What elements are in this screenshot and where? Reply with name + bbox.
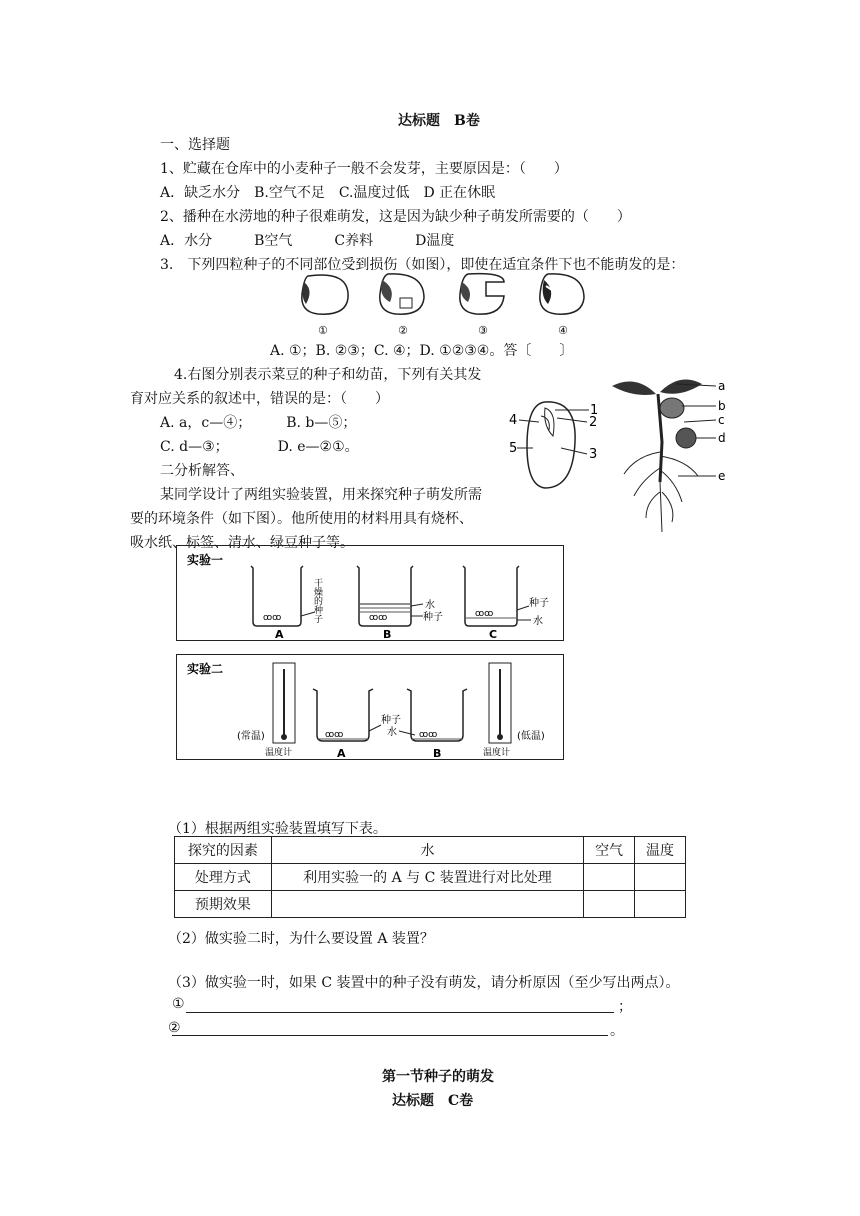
- table-cell[interactable]: [635, 864, 686, 891]
- q4-stem-line1: 4.右图分别表示菜豆的种子和幼苗，下列有关其发: [174, 367, 482, 383]
- table-cell[interactable]: [271, 891, 583, 918]
- beaker-a: [313, 689, 373, 759]
- dry-seed-label: 干燥的种子: [312, 578, 322, 623]
- part-label: d: [718, 431, 726, 445]
- answer-blank-1[interactable]: [186, 1012, 614, 1013]
- q1-stem: 1、贮藏在仓库中的小麦种子一般不会发芽，主要原因是：（ ）: [160, 161, 568, 177]
- section-title: 达标题 B卷: [398, 113, 480, 129]
- section-c-title: 达标题 C卷: [392, 1093, 474, 1109]
- table-row: [175, 891, 686, 918]
- sub-question-1: （1）根据两组实验装置填写下表。: [168, 821, 387, 837]
- beaker-label: A: [337, 747, 346, 759]
- thermometer-label: 温度计: [483, 748, 511, 758]
- svg-text:ꝏꝏ: ꝏꝏ: [369, 613, 388, 623]
- blank-2-mark: ②: [168, 1020, 181, 1036]
- beaker-label: C: [489, 628, 498, 640]
- bean-seed-diagram: [505, 396, 605, 496]
- experiment-table: [174, 836, 686, 918]
- damaged-seeds-figure: [290, 268, 590, 340]
- seed-1: [302, 275, 348, 337]
- table-cell[interactable]: [584, 891, 635, 918]
- part-label: b: [718, 399, 726, 413]
- experiment1-box: [176, 545, 564, 641]
- part-label: 3: [589, 447, 598, 462]
- seed-2: [380, 274, 424, 337]
- part-label: c: [718, 413, 725, 427]
- water-label: 水: [425, 600, 435, 611]
- thermometer-label: 温度计: [265, 748, 293, 758]
- part1-heading: 一、选择题: [160, 137, 230, 153]
- table-cell: 处理方式: [175, 864, 272, 891]
- sub-question-2: （2）做实验二时，为什么要设置 A 装置？: [168, 931, 434, 947]
- seed-label: ②: [398, 324, 408, 337]
- blank-1-end: ；: [618, 999, 632, 1015]
- experiment2-box: [176, 654, 564, 760]
- experiment-title: 实验一: [187, 553, 224, 567]
- table-header-row: [175, 837, 686, 864]
- seed-4: [540, 274, 584, 337]
- part-label: 1: [590, 403, 599, 418]
- bean-seedling-diagram: [606, 372, 730, 534]
- table-row: [175, 864, 686, 891]
- svg-text:ꝏꝏ: ꝏꝏ: [419, 730, 438, 740]
- q4-options-line2: C. d—③； D. e—②①。: [160, 439, 359, 455]
- table-cell: 预期效果: [175, 891, 272, 918]
- answer-blank-2[interactable]: [172, 1035, 608, 1036]
- part-label: a: [718, 379, 726, 393]
- table-cell[interactable]: [635, 891, 686, 918]
- part-label: 5: [509, 441, 518, 456]
- seed-label: 种子: [423, 612, 443, 623]
- beaker-c: [463, 566, 549, 640]
- blank-1-mark: ①: [172, 996, 185, 1012]
- seed-label: 种子: [381, 715, 401, 726]
- normal-temp-label: (常温): [237, 731, 265, 742]
- seed-label: 种子: [529, 598, 549, 609]
- svg-text:ꝏꝏ: ꝏꝏ: [263, 613, 282, 623]
- svg-text:ꝏꝏ: ꝏꝏ: [475, 609, 494, 619]
- seed-label: ④: [558, 324, 568, 337]
- part2-heading: 二分析解答、: [160, 463, 244, 479]
- part-label: 4: [509, 413, 518, 428]
- svg-text:ꝏꝏ: ꝏꝏ: [325, 730, 344, 740]
- table-cell: 空气: [584, 837, 635, 864]
- table-cell: 水: [271, 837, 583, 864]
- part-label: e: [718, 469, 726, 483]
- seed-3: [460, 274, 504, 337]
- beaker-label: B: [383, 628, 392, 640]
- part-label: 2: [589, 415, 598, 430]
- q4-stem-line2: 育对应关系的叙述中，错误的是：（ ）: [130, 391, 389, 407]
- beaker-label: B: [433, 747, 442, 759]
- q2-options: A．水分 B空气 C养料 D温度: [160, 233, 455, 249]
- q1-options: A．缺乏水分 B.空气不足 C.温度过低 D 正在休眠: [160, 185, 496, 201]
- q4-options-line1: A. a，c—④； B. b—⑤；: [160, 415, 357, 431]
- q2-stem: 2、播种在水涝地的种子很难萌发，这是因为缺少种子萌发所需要的（ ）: [160, 209, 631, 225]
- beaker-b: [357, 566, 443, 640]
- beaker-a: [251, 566, 323, 640]
- table-cell[interactable]: [584, 864, 635, 891]
- seed-label: ③: [478, 324, 488, 337]
- seed-label: ①: [318, 324, 328, 337]
- low-temp-label: (低温): [517, 731, 545, 742]
- water-label: 水: [533, 616, 543, 627]
- section-c-heading: 第一节种子的萌发: [382, 1069, 494, 1085]
- thermometer-right: [483, 663, 545, 758]
- intro-line3: 吸水纸、标签、清水、绿豆种子等。: [130, 535, 354, 551]
- beaker-b: [407, 689, 467, 759]
- thermometer-left: [237, 663, 295, 758]
- experiment-title: 实验二: [187, 662, 224, 676]
- blank-2-end: 。: [610, 1023, 624, 1039]
- table-cell: 温度: [635, 837, 686, 864]
- table-cell[interactable]: 利用实验一的 A 与 C 装置进行对比处理: [271, 864, 583, 891]
- intro-line1: 某同学设计了两组实验装置，用来探究种子萌发所需: [160, 487, 482, 503]
- table-cell: 探究的因素: [175, 837, 272, 864]
- beaker-label: A: [275, 628, 284, 640]
- q3-stem: 3. 下列四粒种子的不同部位受到损伤（如图），即使在适宜条件下也不能萌发的是：: [160, 257, 685, 273]
- intro-line2: 要的环境条件（如下图）。他所使用的材料用具有烧杯、: [130, 511, 473, 527]
- sub-question-3: （3）做实验一时，如果 C 装置中的种子没有萌发，请分析原因（至少写出两点）。: [168, 975, 680, 991]
- water-label: 水: [387, 727, 397, 738]
- q3-options: A. ①；B. ②③；C. ④；D. ①②③④。答〔 〕: [270, 343, 574, 359]
